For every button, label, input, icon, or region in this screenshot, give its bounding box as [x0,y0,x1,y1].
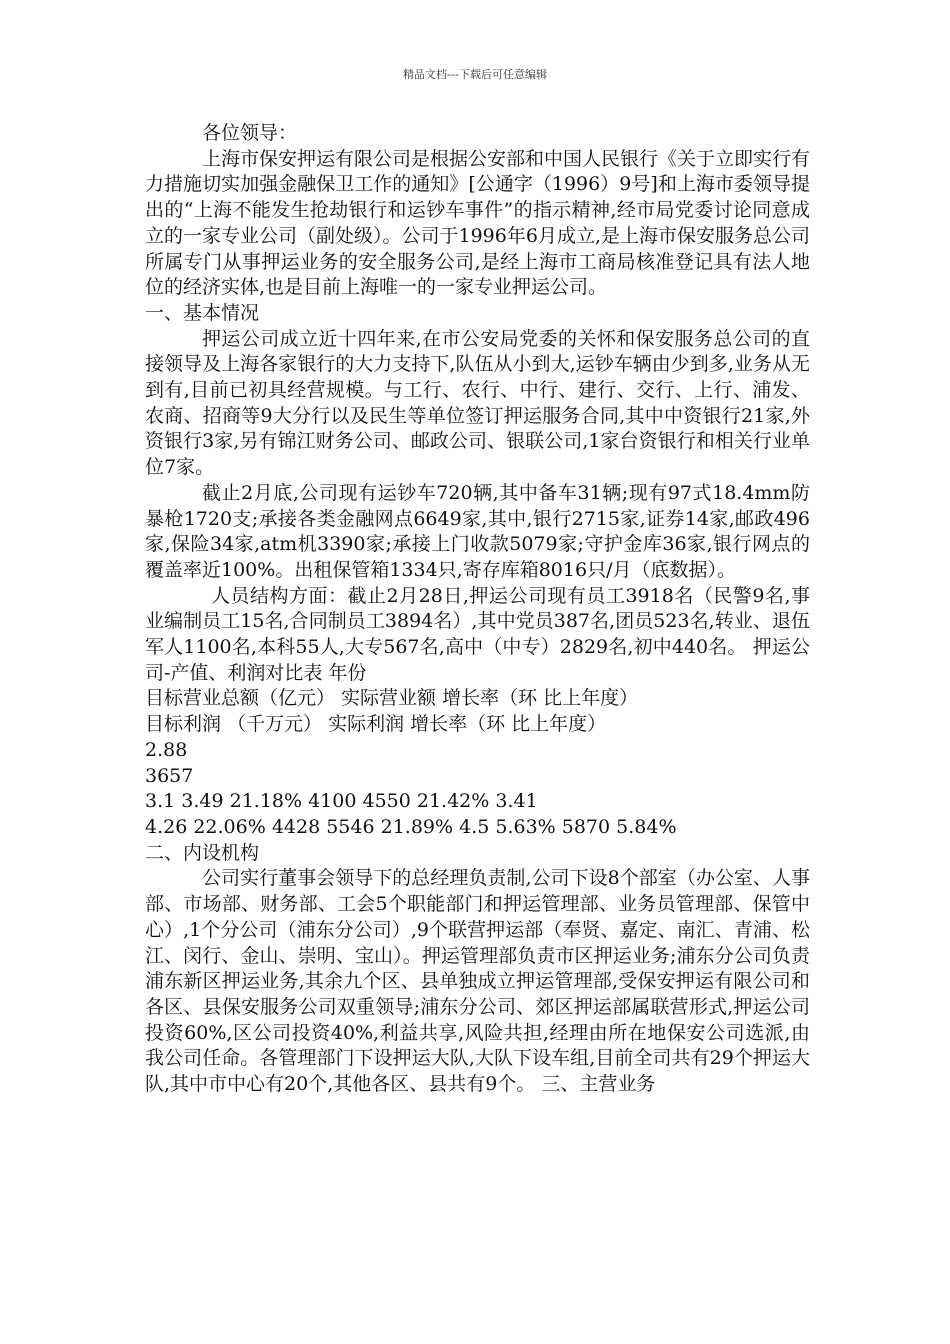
basic-info-paragraph-2: 截止2月底,公司现有运钞车720辆,其中备车31辆;现有97式18.4mm防暴枪1720支;承接各类金融网点6649家,其中,银行2715家,证券14家,邮政496家,保险34家,atm机3390家;承接上门收款5079家;守护金库36家,银行网点的覆盖率近100%。出租保管箱1334只,寄存库箱8016只/月（底数据）。 [145,481,810,581]
table-row: 4.26 22.06% 4428 5546 21.89% 4.5 5.63% 5870 5.84% [145,815,677,838]
intro-paragraph: 上海市保安押运有限公司是根据公安部和中国人民银行《关于立即实行有力措施切实加强金融保卫工作的通知》[公通字（1996）9号]和上海市委领导提出的“上海不能发生抢劫银行和运钞车事件”的指示精神,经市局党委讨论同意成立的一家专业公司（副处级）。公司于1996年6月成立,是上海市保安服务总公司所属专门从事押运业务的安全服务公司,是经上海市工商局核准登记具有法人地位的经济实体,也是目前上海唯一的一家专业押运公司。 [145,147,811,299]
staff-structure-paragraph: 人员结构方面：截止2月28日,押运公司现有员工3918名（民警9名,事业编制员工15名,合同制员工3894名）,其中党员387名,团员523名,转业、退伍军人1100名,本科55人,大专567名,高中（中专）2829名,初中440名。 押运公司-产值、利润对比表 年份 [145,584,810,684]
page-header: 精品文档---下载后可任意编辑 [403,68,547,81]
basic-info-paragraph-1: 押运公司成立近十四年来,在市公安局党委的关怀和保安服务总公司的直接领导及上海各家银行的大力支持下,队伍从小到大,运钞车辆由少到多,业务从无到有,目前已初具经营规模。与工行、农行、中行、建行、交行、上行、浦发、农商、招商等9大分行以及民生等单位签订押运服务合同,其中中资银行21家,外资银行3家,另有锦江财务公司、邮政公司、银联公司,1家台资银行和相关行业单位7家。 [145,327,810,479]
section-heading-basic-info: 一、基本情况 [145,301,260,324]
internal-structure-paragraph: 公司实行董事会领导下的总经理负责制,公司下设8个部室（办公室、人事部、市场部、财务部、工会5个职能部门和押运管理部、业务员管理部、保管中心）,1个分公司（浦东分公司）,9个联营押运部（奉贤、嘉定、南汇、青浦、松江、闵行、金山、崇明、宝山）。押运管理部负责市区押运业务;浦东分公司负责浦东新区押运业务,其余九个区、县单独成立押运管理部,受保安押运有限公司和各区、县保安服务公司双重领导;浦东分公司、郊区押运部属联营形式,押运公司投资60%,区公司投资40%,利益共享,风险共担,经理由所在地保安公司选派,由我公司任命。各管理部门下设押运大队,大队下设车组,目前全司共有29个押运大队,其中市中心有20个,其他各区、县共有9个。 三、主营业务 [145,867,810,1096]
section-heading-internal-structure: 二、内设机构 [145,841,260,864]
table-header-line-2: 目标利润 （千万元） 实际利润 增长率（环 比上年度） [145,713,607,736]
table-row: 2.88 [145,738,188,761]
document-body [145,121,810,1098]
table-row: 3657 [145,764,194,787]
table-header-line-1: 目标营业总额（亿元） 实际营业额 增长率（环 比上年度） [145,687,639,710]
salutation: 各位领导： [202,122,298,144]
table-row: 3.1 3.49 21.18% 4100 4550 21.42% 3.41 [145,790,538,813]
